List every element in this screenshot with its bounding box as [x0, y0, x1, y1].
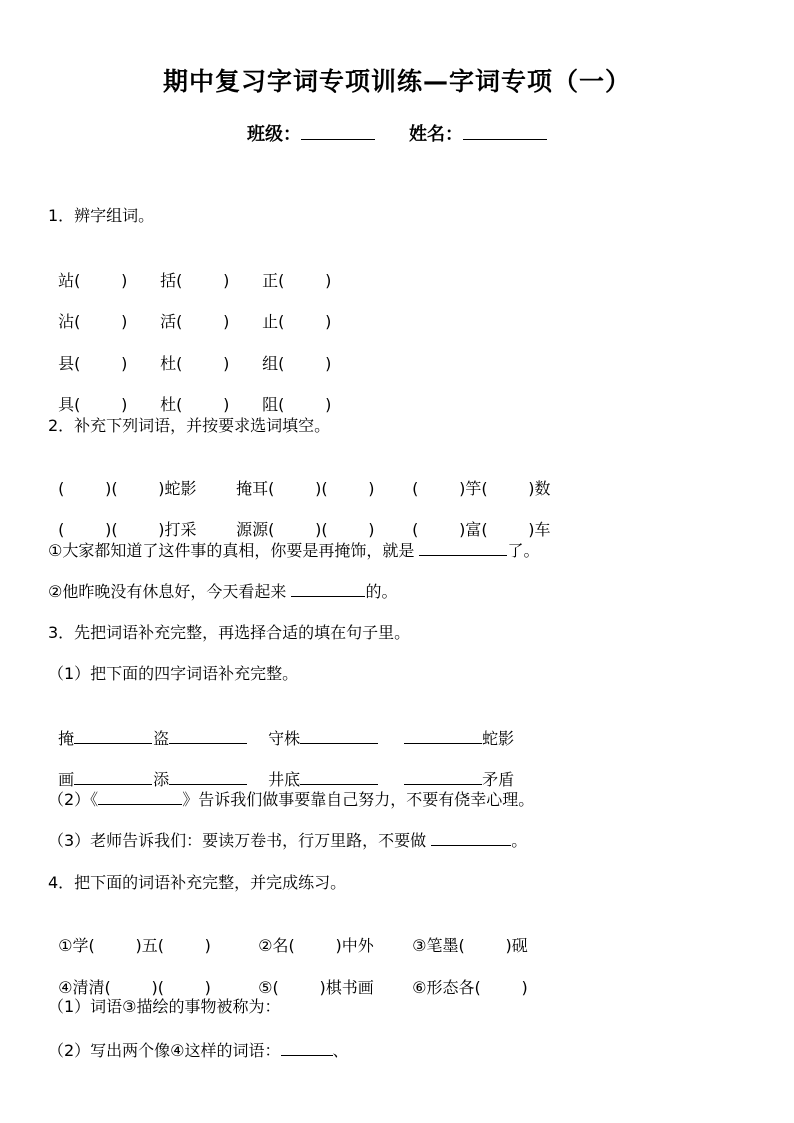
q4-item[interactable]: ①学( )五( ) — [58, 936, 211, 955]
q1-item[interactable]: 杜( ) — [160, 354, 230, 373]
q2-s2-text: ②他昨晚没有休息好，今天看起来 — [48, 582, 292, 601]
q1-row — [48, 248, 331, 292]
q1-item[interactable]: 正( ) — [262, 271, 332, 290]
q4-part-2: （2）写出两个像④这样的词语： 、 — [48, 1041, 349, 1060]
q1-item[interactable]: 站( ) — [58, 271, 128, 290]
answer-blank[interactable] — [169, 727, 247, 744]
q2-item[interactable]: ( )( )蛇影 — [58, 479, 197, 498]
q3-item: 掩 — [58, 727, 153, 750]
q1-item[interactable]: 止( ) — [262, 312, 332, 331]
q1-row — [48, 331, 331, 375]
q4-item[interactable]: ③笔墨( )砚 — [412, 936, 528, 955]
answer-blank[interactable] — [169, 768, 247, 785]
q3-item: 画 — [58, 768, 153, 791]
q3-part-3: （3）老师告诉我们：要读万卷书，行万里路，不要做 。 — [48, 831, 528, 850]
q4-item[interactable]: ⑤( )棋书画 — [258, 978, 374, 997]
page-title: 期中复习字词专项训练—字词专项（一） — [162, 67, 631, 96]
q1-item[interactable]: 阻( ) — [262, 395, 332, 414]
q2-sentence-2 — [48, 580, 397, 603]
q3-item: 守株 — [268, 727, 404, 750]
q4-item[interactable]: ④清清( )( ) — [58, 978, 211, 997]
name-label: 姓名： — [409, 124, 463, 145]
q1-item[interactable]: 沾( ) — [58, 312, 128, 331]
q2-item[interactable]: ( )( )打采 — [58, 520, 197, 539]
q4-row — [48, 913, 528, 957]
answer-blank[interactable] — [281, 1039, 333, 1056]
q1-heading: 1．辨字组词。 — [48, 206, 155, 225]
q3-item: 盗 — [153, 727, 268, 750]
q2-s2-tail: 的。 — [365, 582, 398, 601]
q4-part-1: （1）词语③描绘的事物被称为： — [48, 997, 281, 1016]
q3-row — [48, 705, 514, 750]
q2-sentence-1 — [48, 539, 539, 562]
q2-s1-tail: 了。 — [507, 541, 540, 560]
q3-row — [48, 746, 514, 791]
q1-row — [48, 372, 331, 416]
q1-item[interactable]: 括( ) — [160, 271, 230, 290]
answer-blank[interactable] — [300, 727, 378, 744]
q2-heading: 2．补充下列词语，并按要求选词填空。 — [48, 416, 331, 435]
answer-blank[interactable] — [404, 727, 482, 744]
answer-blank[interactable] — [431, 829, 511, 846]
answer-blank[interactable] — [74, 768, 152, 785]
q2-item[interactable]: ( )富( )车 — [412, 520, 551, 539]
answer-blank[interactable] — [404, 768, 482, 785]
answer-blank[interactable] — [291, 580, 365, 597]
q2-item[interactable]: 掩耳( )( ) — [236, 479, 375, 498]
q4-row — [48, 955, 528, 999]
answer-blank[interactable] — [74, 727, 152, 744]
q2-row — [48, 456, 551, 500]
q1-item[interactable]: 县( ) — [58, 354, 128, 373]
name-blank[interactable] — [463, 123, 547, 140]
q2-row — [48, 497, 551, 541]
answer-blank[interactable] — [98, 788, 182, 805]
class-label: 班级： — [247, 124, 301, 145]
q3-part-2: （2）《 》告诉我们做事要靠自己努力，不要有侥幸心理。 — [48, 790, 535, 809]
q4-item[interactable]: ⑥形态各( ) — [412, 978, 528, 997]
q3-part-1: （1）把下面的四字词语补充完整。 — [48, 664, 299, 683]
q1-item[interactable]: 杜( ) — [160, 395, 230, 414]
q2-item[interactable]: ( )竽( )数 — [412, 479, 551, 498]
q3-heading: 3．先把词语补充完整，再选择合适的填在句子里。 — [48, 623, 411, 642]
q2-s1-text: ①大家都知道了这件事的真相，你要是再掩饰，就是 — [48, 541, 420, 560]
q1-row — [48, 289, 331, 333]
q1-item[interactable]: 组( ) — [262, 354, 332, 373]
answer-blank[interactable] — [419, 539, 507, 556]
class-blank[interactable] — [301, 123, 375, 140]
q3-item: 矛盾 — [404, 768, 514, 791]
q2-item[interactable]: 源源( )( ) — [236, 520, 375, 539]
answer-blank[interactable] — [300, 768, 378, 785]
q3-item: 蛇影 — [404, 727, 514, 750]
q3-item: 添 — [153, 768, 268, 791]
q1-item[interactable]: 具( ) — [58, 395, 128, 414]
q1-item[interactable]: 活( ) — [160, 312, 230, 331]
q4-heading: 4．把下面的词语补充完整，并完成练习。 — [48, 873, 347, 892]
q4-item[interactable]: ②名( )中外 — [258, 936, 374, 955]
student-info — [0, 120, 794, 146]
q3-item: 井底 — [268, 768, 404, 791]
